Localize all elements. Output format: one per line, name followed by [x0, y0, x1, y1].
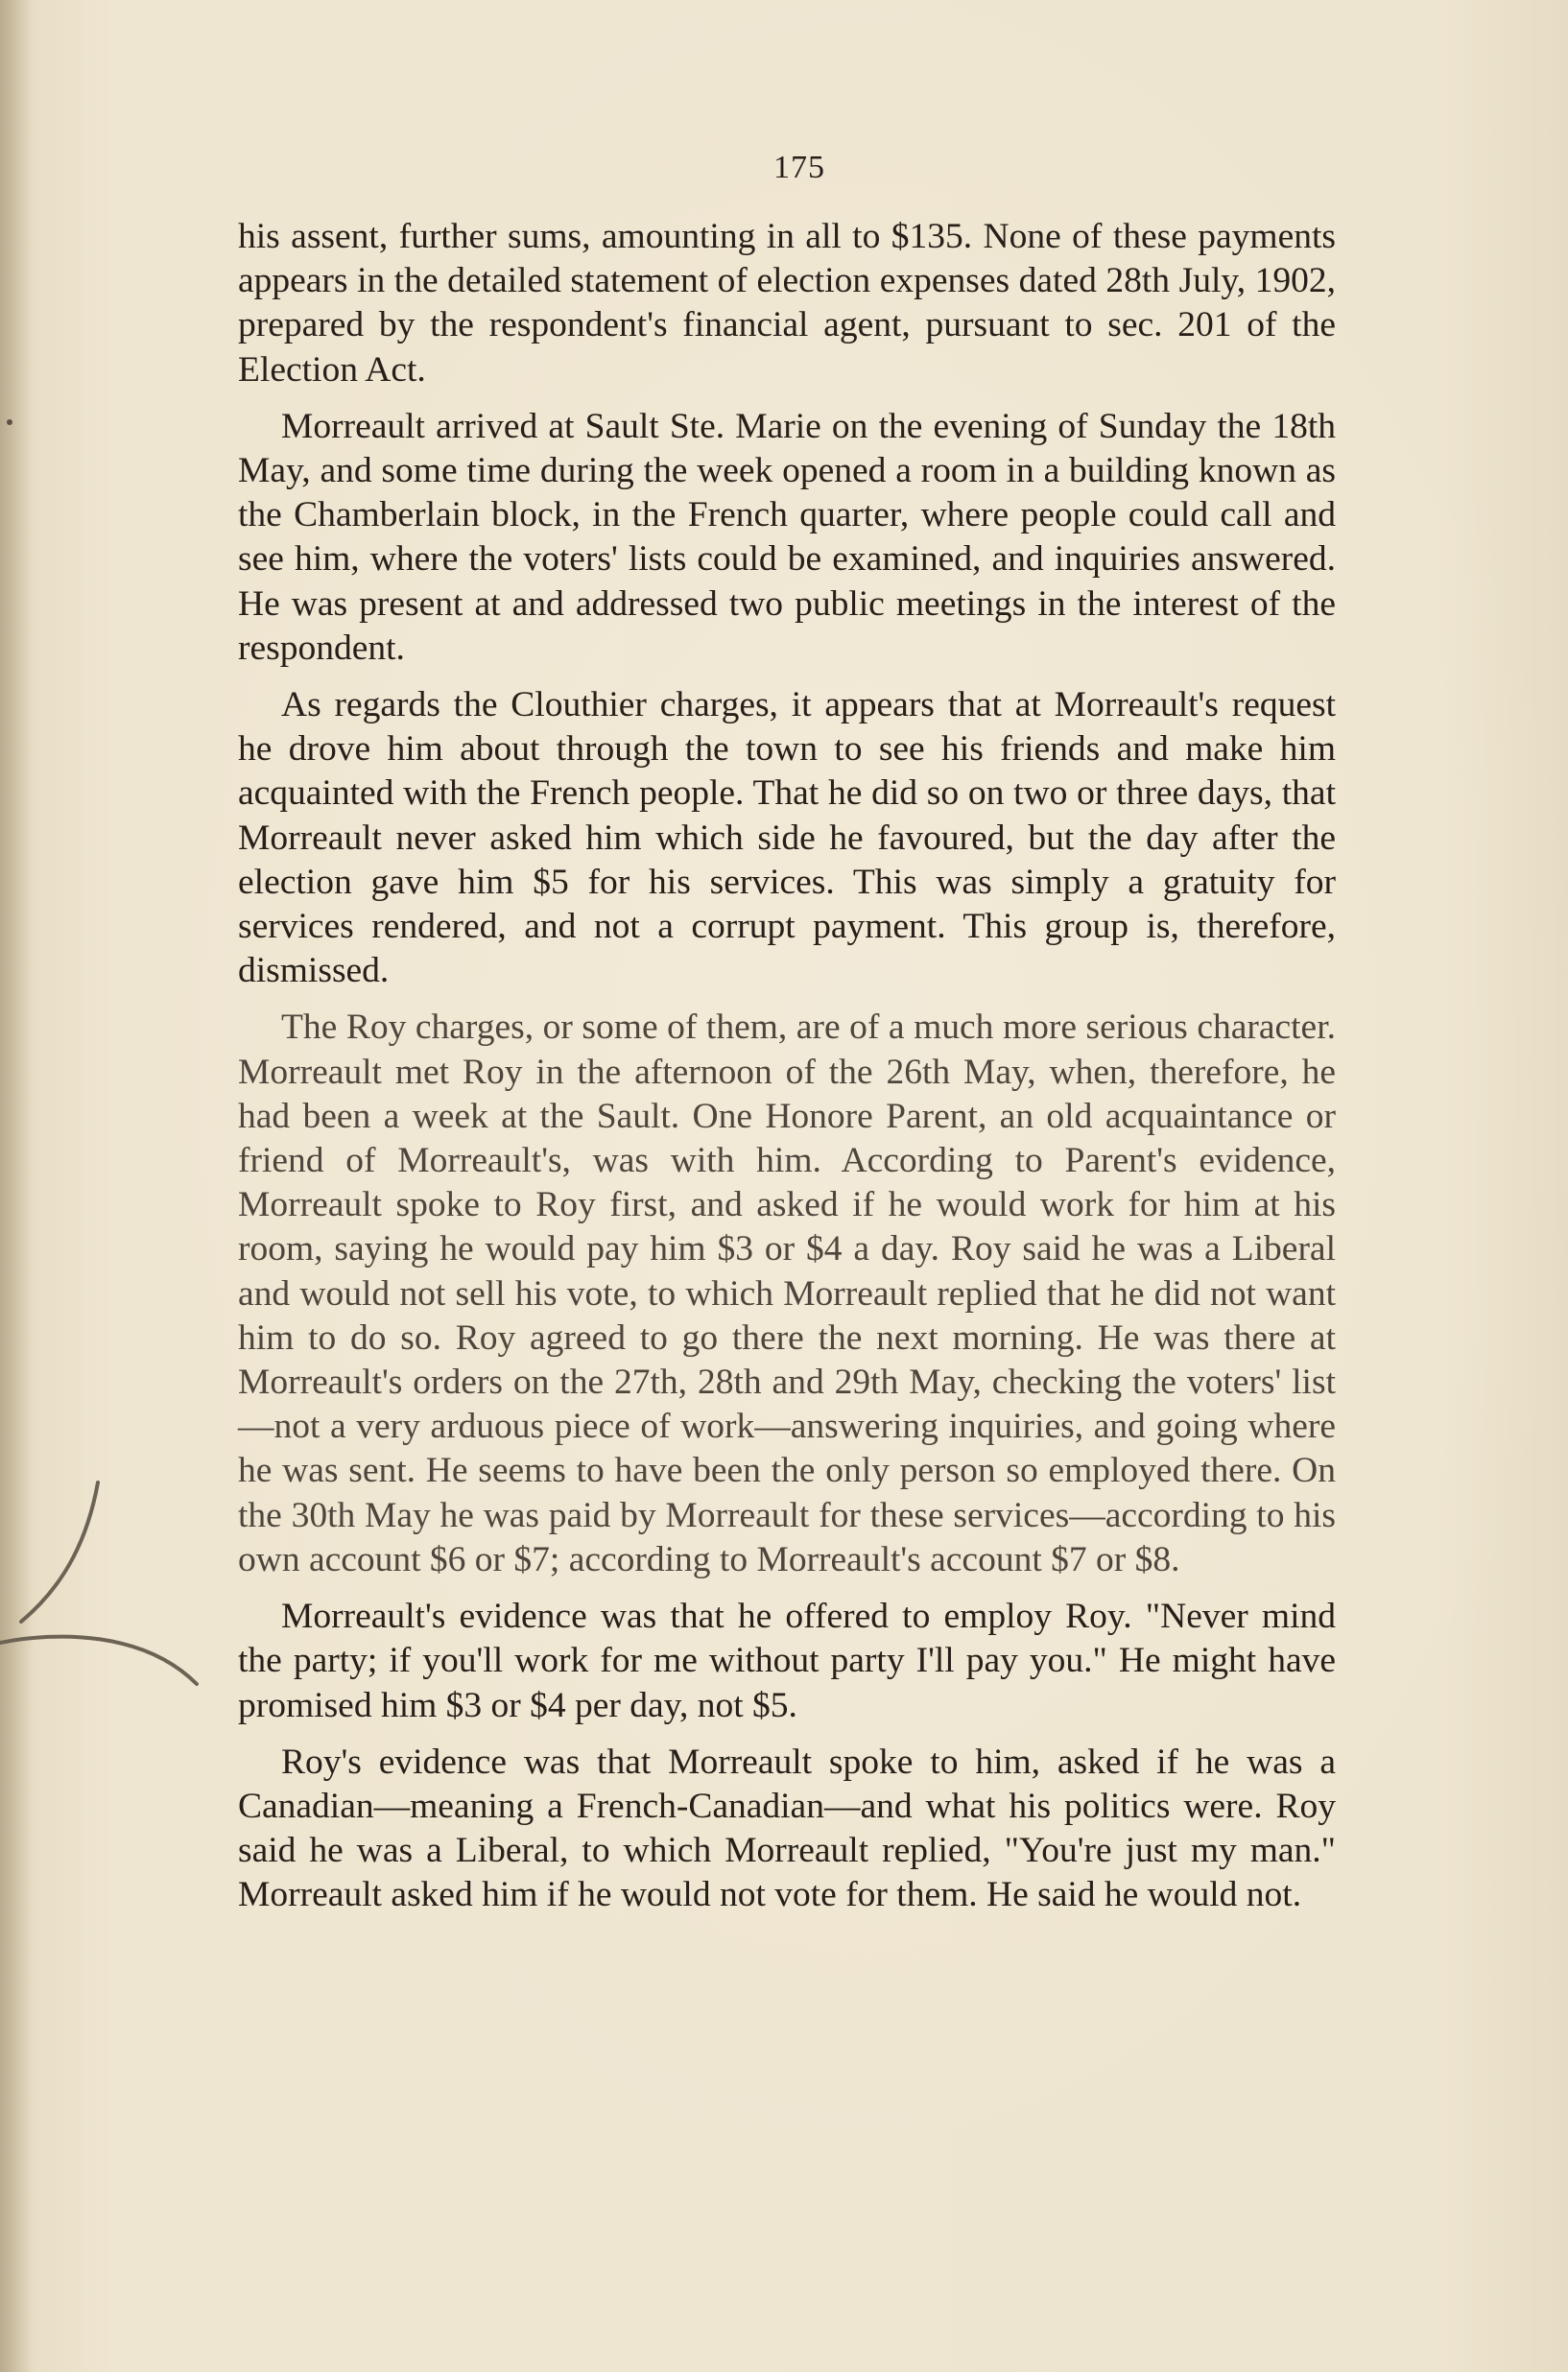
paragraph-1: his assent, further sums, amounting in all to $135. None of these payments appears in the detailed statement of election expenses dated 28th July, 1902, prepared by the respondent's financial agent, pursuant to sec. 201 of the Election Act.: [238, 217, 1336, 390]
paragraph-4: The Roy charges, or some of them, are of a much more serious character. Morreault met Roy in the afternoon of the 26th May, when, therefore, he had been a week at the Sault. One Honore Parent, an old acquaintance or friend of Morreault's, was with him. According to Parent's evidence, Morreault spoke to Roy first, and asked if he would work for him at his room, saying he would pay him $3 or $4 a day. Roy said he was a Liberal and would not sell his vote, to which Morreault replied that he did not want him to do so. Roy agreed to go there the next morning. He was there at Morreault's orders on the 27th, 28th and 29th May, checking the voters' list—not a very arduous piece of work—answering inquiries, and going where he was sent. He seems to have been the only person so employed there. On the 30th May he was paid by Morreault for these services—according to his own account $6 or $7; according to Morreault's account $7 or $8.: [238, 1008, 1336, 1579]
margin-dot: [7, 419, 12, 425]
page-number: 175: [773, 150, 825, 185]
body-text: [238, 215, 1336, 1931]
paragraph-5: Morreault's evidence was that he offered to employ Roy. "Never mind the party; if you'll work for me without party I'll pay you." He might have promised him $3 or $4 per day, not $5.: [238, 1597, 1336, 1725]
pencil-stroke-slash: [21, 1482, 98, 1622]
paragraph-2: Morreault arrived at Sault Ste. Marie on the evening of Sunday the 18th May, and some time during the week opened a room in a building known as the Chamberlain block, in the French quarter, where people could call and see him, where the voters' lists could be examined, and inquiries answered. He was present at and addressed two public meetings in the interest of the respondent.: [238, 406, 1336, 668]
paragraph-3: As regards the Clouthier charges, it appears that at Morreault's request he drove him about through the town to see his friends and make him acquainted with the French people. That he did so on two or three days, that Morreault never asked him which side he favoured, but the day after the election gave him $5 for his services. This was simply a gratuity for services rendered, and not a corrupt payment. This group is, therefore, dismissed.: [238, 685, 1336, 991]
pencil-stroke-curve: [0, 1637, 197, 1684]
paragraph-6: Roy's evidence was that Morreault spoke to him, asked if he was a Canadian—meaning a French-Canadian—and what his politics were. Roy said he was a Liberal, to which Morreault replied, "You're just my man." Morreault asked him if he would not vote for them. He said he would not.: [238, 1742, 1336, 1915]
pencil-margin-mark: [0, 0, 211, 1727]
